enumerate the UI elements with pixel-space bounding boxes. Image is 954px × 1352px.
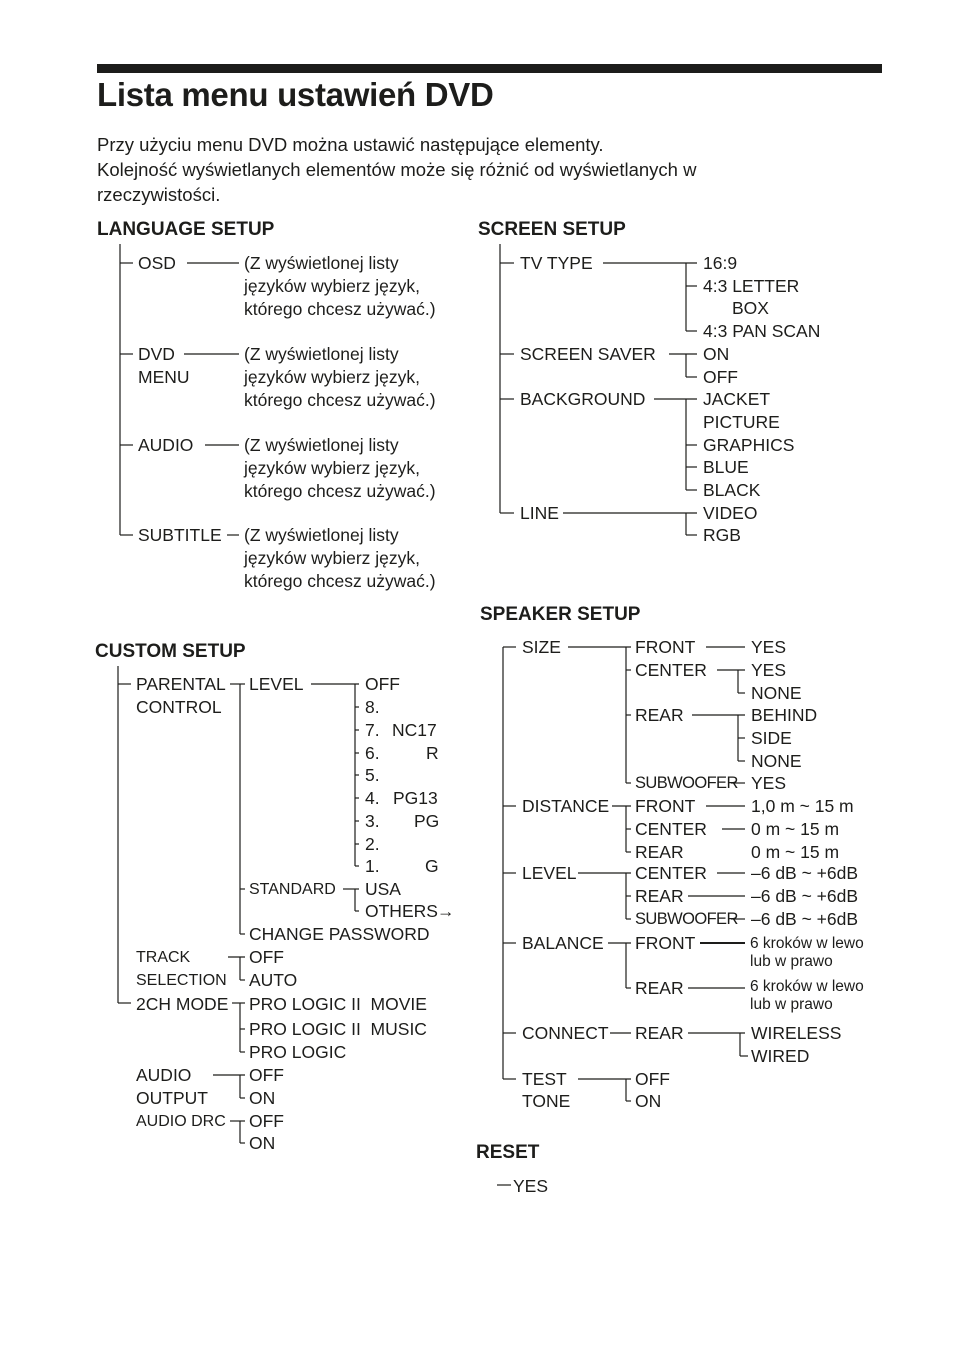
level-option: OFF	[365, 674, 400, 694]
option-pro-logic-music: PRO LOGIC II MUSIC	[249, 1019, 427, 1039]
menu-item-front: FRONT	[635, 933, 696, 953]
language-note: którego chcesz używać.)	[244, 571, 436, 591]
menu-item-subwoofer: SUBWOOFER	[635, 774, 738, 792]
option-on: ON	[703, 344, 730, 364]
arrow-right-icon: →	[437, 901, 455, 921]
menu-item-center: CENTER	[635, 819, 707, 839]
menu-item-rear: REAR	[635, 1023, 684, 1043]
menu-item-dvd-menu: DVD	[138, 344, 175, 364]
language-note: którego chcesz używać.)	[244, 390, 436, 410]
menu-item-audio-output: AUDIO	[136, 1065, 192, 1085]
option-off: OFF	[249, 947, 284, 967]
db-range: –6 dB ~ +6dB	[751, 909, 859, 929]
menu-item-distance: DISTANCE	[522, 796, 610, 816]
level-option: 3.	[365, 811, 380, 831]
db-range: –6 dB ~ +6dB	[751, 863, 859, 883]
option-none: NONE	[751, 751, 802, 771]
menu-item-osd: OSD	[138, 253, 176, 273]
speaker-setup-heading: SPEAKER SETUP	[480, 604, 641, 625]
option-letterbox: 4:3 LETTER	[703, 276, 800, 296]
level-option: 7.	[365, 720, 380, 740]
option-black: BLACK	[703, 480, 761, 500]
language-note: (Z wyświetlonej listy	[244, 253, 399, 273]
menu-item-level: LEVEL	[522, 863, 577, 883]
menu-item-test-tone: TEST	[522, 1069, 567, 1089]
rating-label: NC17	[392, 720, 437, 740]
menu-item-rear: REAR	[635, 842, 684, 862]
menu-item-tv-type: TV TYPE	[520, 253, 593, 273]
level-option: 4.	[365, 788, 380, 808]
option-off: OFF	[249, 1065, 284, 1085]
option-16-9: 16:9	[703, 253, 738, 273]
option-others: OTHERS	[365, 901, 438, 921]
balance-steps: 6 kroków w lewo	[750, 978, 864, 995]
menu-item-background: BACKGROUND	[520, 389, 646, 409]
menu-item-audio: AUDIO	[138, 435, 194, 455]
option-usa: USA	[365, 879, 401, 899]
menu-item-parental-control: CONTROL	[136, 697, 222, 717]
menu-item-subtitle: SUBTITLE	[138, 525, 222, 545]
title-rule	[97, 64, 882, 73]
menu-item-front: FRONT	[635, 637, 696, 657]
option-wired: WIRED	[751, 1046, 810, 1066]
option-off: OFF	[703, 367, 738, 387]
intro-text	[97, 132, 857, 207]
option-off: OFF	[635, 1069, 670, 1089]
distance-range: 0 m ~ 15 m	[751, 842, 840, 862]
menu-item-subwoofer: SUBWOOFER	[635, 910, 738, 928]
option-on: ON	[249, 1133, 276, 1153]
menu-item-center: CENTER	[635, 660, 707, 680]
language-setup-heading: LANGUAGE SETUP	[97, 219, 275, 240]
menu-item-balance: BALANCE	[522, 933, 604, 953]
option-rgb: RGB	[703, 525, 741, 545]
menu-item-audio-output: OUTPUT	[136, 1088, 208, 1108]
language-note: którego chcesz używać.)	[244, 299, 436, 319]
menu-item-track-selection: SELECTION	[136, 972, 227, 989]
option-video: VIDEO	[703, 503, 758, 523]
level-option: 5.	[365, 765, 380, 785]
menu-item-size: SIZE	[522, 637, 561, 657]
language-note: (Z wyświetlonej listy	[244, 344, 399, 364]
language-note: języków wybierz język,	[244, 458, 421, 478]
level-option: 8.	[365, 697, 380, 717]
option-pro-logic-movie: PRO LOGIC II MOVIE	[249, 994, 427, 1014]
distance-range: 1,0 m ~ 15 m	[751, 796, 854, 816]
level-option: 1.	[365, 856, 380, 876]
menu-item-rear: REAR	[635, 886, 684, 906]
option-yes: YES	[751, 660, 787, 680]
balance-steps: 6 kroków w lewo	[750, 935, 864, 952]
rating-label: G	[425, 856, 439, 876]
balance-steps: lub w prawo	[750, 953, 833, 970]
menu-item-front: FRONT	[635, 796, 696, 816]
menu-item-rear: REAR	[635, 978, 684, 998]
balance-steps: lub w prawo	[750, 996, 833, 1013]
rating-label: PG	[414, 811, 440, 831]
menu-item-screen-saver: SCREEN SAVER	[520, 344, 656, 364]
distance-range: 0 m ~ 15 m	[751, 819, 840, 839]
menu-item-rear: REAR	[635, 705, 684, 725]
custom-setup-heading: CUSTOM SETUP	[95, 641, 246, 662]
rating-label: PG13	[393, 788, 438, 808]
option-jacket: JACKET	[703, 389, 771, 409]
option-on: ON	[249, 1088, 276, 1108]
menu-item-test-tone: TONE	[522, 1091, 571, 1111]
menu-item-audio-drc: AUDIO DRC	[136, 1113, 226, 1130]
screen-setup-heading: SCREEN SETUP	[478, 219, 626, 240]
option-behind: BEHIND	[751, 705, 818, 725]
option-yes: YES	[751, 637, 787, 657]
menu-item-level: LEVEL	[249, 674, 304, 694]
option-graphics: GRAPHICS	[703, 435, 795, 455]
menu-item-standard: STANDARD	[249, 881, 336, 898]
page-title: Lista menu ustawień DVD	[97, 76, 494, 113]
option-yes: YES	[751, 773, 787, 793]
intro-line: Przy użyciu menu DVD można ustawić następujące elementy.	[97, 134, 604, 155]
option-letterbox: BOX	[732, 298, 769, 318]
menu-item-parental-control: PARENTAL	[136, 674, 226, 694]
language-note: języków wybierz język,	[244, 367, 421, 387]
option-none: NONE	[751, 683, 802, 703]
rating-label: R	[426, 743, 439, 763]
level-option: 2.	[365, 834, 380, 854]
option-picture: PICTURE	[703, 412, 780, 432]
menu-item-connect: CONNECT	[522, 1023, 609, 1043]
option-off: OFF	[249, 1111, 284, 1131]
language-note: języków wybierz język,	[244, 276, 421, 296]
intro-line: Kolejność wyświetlanych elementów może się różnić od wyświetlanych w	[97, 159, 697, 180]
db-range: –6 dB ~ +6dB	[751, 886, 859, 906]
menu-item-track-selection: TRACK	[136, 949, 191, 966]
option-on: ON	[635, 1091, 662, 1111]
option-auto: AUTO	[249, 970, 298, 990]
option-yes: YES	[513, 1176, 549, 1196]
reset-heading: RESET	[476, 1142, 540, 1163]
language-note: (Z wyświetlonej listy	[244, 435, 399, 455]
option-blue: BLUE	[703, 457, 749, 477]
intro-line: rzeczywistości.	[97, 184, 221, 205]
menu-item-dvd-menu: MENU	[138, 367, 190, 387]
menu-item-change-password: CHANGE PASSWORD	[249, 924, 430, 944]
menu-item-2ch-mode: 2CH MODE	[136, 994, 229, 1014]
option-side: SIDE	[751, 728, 792, 748]
option-pan-scan: 4:3 PAN SCAN	[703, 321, 821, 341]
language-note: języków wybierz język,	[244, 548, 421, 568]
option-pro-logic: PRO LOGIC	[249, 1042, 347, 1062]
language-note: którego chcesz używać.)	[244, 481, 436, 501]
menu-item-line: LINE	[520, 503, 559, 523]
menu-item-center: CENTER	[635, 863, 707, 883]
level-option: 6.	[365, 743, 380, 763]
option-wireless: WIRELESS	[751, 1023, 842, 1043]
language-note: (Z wyświetlonej listy	[244, 525, 399, 545]
